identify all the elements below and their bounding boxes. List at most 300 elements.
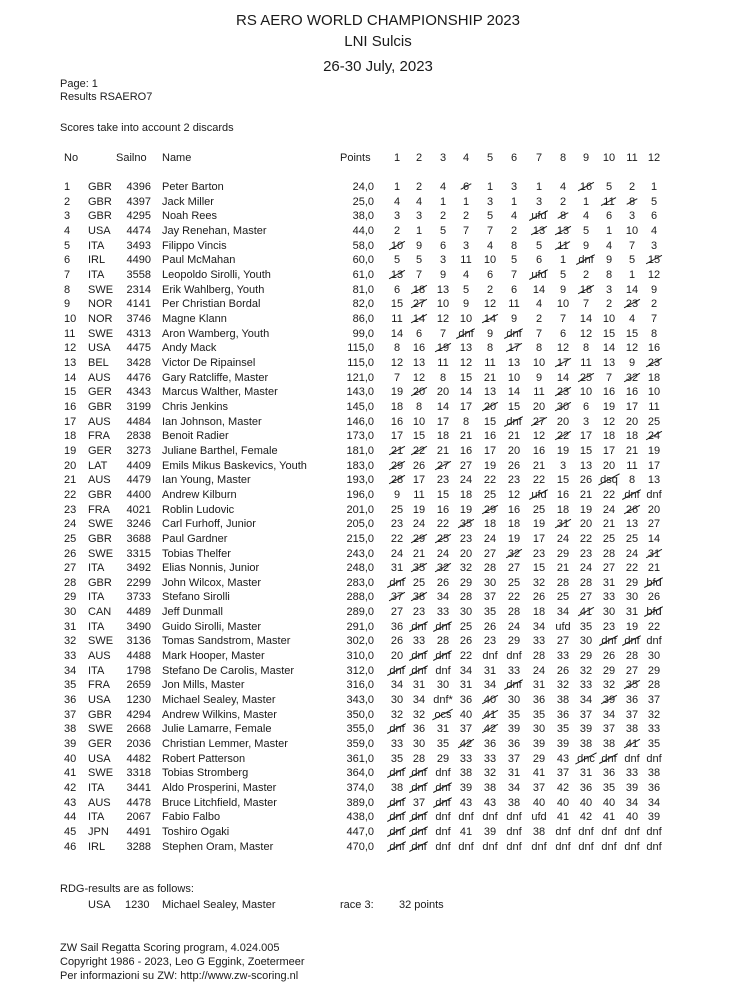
- col-header-no: No: [64, 152, 79, 164]
- table-row: [0, 400, 756, 414]
- score-value: 18: [507, 518, 521, 531]
- race-score: [639, 664, 669, 678]
- rank: 40: [64, 752, 77, 765]
- sail-number: 3558: [126, 268, 151, 281]
- sailor-name: Jon Mills, Master: [162, 679, 245, 692]
- event-dates: 26-30 July, 2023: [323, 58, 433, 75]
- score-value: 8: [486, 342, 494, 355]
- score-value: 6: [650, 210, 658, 223]
- sailor-name: Stephen Oram, Master: [162, 840, 274, 853]
- nation: AUS: [88, 650, 111, 663]
- table-row: [0, 605, 756, 619]
- score-value: 26: [556, 664, 570, 677]
- race-score: [639, 576, 669, 590]
- rank: 29: [64, 591, 77, 604]
- score-value: 1: [462, 195, 470, 208]
- discarded-score: 17: [507, 342, 521, 355]
- score-value: 15: [390, 298, 404, 311]
- score-value: 7: [486, 224, 494, 237]
- score-value: 15: [625, 327, 639, 340]
- rdg-points: 32 points: [399, 899, 444, 911]
- score-value: 5: [628, 254, 636, 267]
- race-score: [639, 781, 669, 795]
- total-points: 24,0: [352, 181, 374, 193]
- sailor-name: Carl Furhoff, Junior: [162, 518, 256, 531]
- score-value: 10: [625, 224, 639, 237]
- total-points: 115,0: [347, 342, 374, 355]
- score-value: 11: [533, 386, 545, 399]
- score-value: 16: [602, 386, 616, 399]
- score-value: 18: [483, 518, 497, 531]
- score-value: 23: [412, 606, 426, 619]
- nation: ITA: [88, 664, 105, 677]
- sail-number: 4478: [126, 796, 151, 809]
- score-value: 27: [507, 562, 521, 575]
- score-value: 14: [556, 371, 570, 384]
- score-value: 27: [556, 635, 570, 648]
- score-value: 13: [436, 283, 450, 296]
- score-value: 7: [415, 268, 423, 281]
- score-value: 25: [602, 532, 616, 545]
- score-value: 32: [459, 562, 473, 575]
- sailor-name: Bruce Litchfield, Master: [162, 796, 277, 809]
- score-value: 1: [628, 268, 636, 281]
- sailor-name: Victor De Ripainsel: [162, 356, 256, 369]
- results-table-header: [0, 151, 756, 165]
- sailor-name: Aldo Prosperini, Master: [162, 782, 277, 795]
- nation: SWE: [88, 723, 114, 736]
- nation: GBR: [88, 400, 112, 413]
- nation: ITA: [88, 591, 105, 604]
- score-value: 31: [602, 576, 616, 589]
- score-value: 7: [605, 371, 613, 384]
- discarded-score: 8: [628, 195, 636, 208]
- total-points: 389,0: [346, 796, 374, 809]
- sail-number: 1798: [126, 664, 151, 677]
- score-value: 27: [647, 518, 661, 531]
- score-value: 2: [628, 181, 636, 193]
- total-points: 173,0: [346, 430, 374, 443]
- discarded-score: 35: [625, 679, 639, 692]
- score-value: 37: [602, 723, 616, 736]
- score-value: 11: [648, 400, 660, 413]
- sail-number: 3199: [126, 400, 151, 413]
- score-value: 15: [459, 371, 473, 384]
- race-score: [639, 195, 669, 209]
- score-value: 42: [556, 782, 570, 795]
- sail-number: 4482: [126, 752, 151, 765]
- score-value: 34: [556, 606, 570, 619]
- score-value: dnf: [646, 752, 662, 765]
- score-value: 14: [436, 400, 450, 413]
- score-value: 2: [439, 210, 447, 223]
- table-row: [0, 766, 756, 780]
- score-value: 27: [483, 547, 497, 560]
- score-value: 5: [510, 254, 518, 267]
- score-value: 17: [459, 400, 473, 413]
- total-points: 374,0: [346, 782, 374, 795]
- score-value: 12: [483, 298, 497, 311]
- race-score: [639, 253, 669, 267]
- table-row: [0, 825, 756, 839]
- score-value: 2: [510, 224, 518, 237]
- score-value: 38: [507, 796, 521, 809]
- nation: SWE: [88, 327, 114, 340]
- score-value: 3: [650, 239, 658, 252]
- score-value: 37: [459, 723, 473, 736]
- page-number: Page: 1: [60, 78, 98, 90]
- total-points: 289,0: [346, 606, 374, 619]
- rdg-sailno: 1230: [125, 899, 150, 911]
- sailor-name: Aron Wamberg, Youth: [162, 327, 270, 340]
- score-value: 15: [602, 327, 616, 340]
- table-row: [0, 224, 756, 238]
- score-value: 7: [462, 224, 470, 237]
- col-header-race-10: 10: [602, 152, 616, 164]
- score-value: 12: [556, 342, 570, 355]
- score-value: 28: [602, 547, 616, 560]
- race-score: [639, 209, 669, 223]
- score-value: 12: [647, 268, 661, 281]
- total-points: 361,0: [346, 752, 374, 765]
- sailor-name: Juliane Barthel, Female: [162, 444, 278, 457]
- table-row: [0, 678, 756, 692]
- score-value: dnf: [555, 840, 571, 853]
- score-value: 22: [602, 488, 616, 501]
- sailor-name: Emils Mikus Baskevics, Youth: [162, 459, 307, 472]
- score-value: 29: [459, 576, 473, 589]
- score-value: 24: [532, 664, 546, 677]
- score-value: 3: [605, 283, 613, 296]
- total-points: 343,0: [346, 694, 374, 707]
- score-value: 11: [391, 312, 403, 325]
- rank: 15: [64, 386, 77, 399]
- total-points: 205,0: [346, 518, 374, 531]
- total-points: 248,0: [346, 562, 374, 575]
- score-value: 18: [647, 371, 661, 384]
- score-value: 24: [436, 547, 450, 560]
- rank: 36: [64, 694, 77, 707]
- sail-number: 2067: [126, 811, 151, 824]
- sailor-name: Toshiro Ogaki: [162, 826, 230, 839]
- score-value: 17: [390, 430, 404, 443]
- total-points: 215,0: [346, 532, 374, 545]
- rank: 9: [64, 298, 71, 311]
- score-value: 9: [650, 283, 658, 296]
- score-value: dnf: [646, 826, 662, 839]
- score-value: 21: [459, 430, 473, 443]
- discarded-score: 23: [556, 386, 570, 399]
- score-value: 36: [579, 782, 593, 795]
- discarded-score: 41: [625, 738, 639, 751]
- score-value: 4: [559, 181, 567, 193]
- nation: ITA: [88, 268, 105, 281]
- score-value: 37: [412, 796, 426, 809]
- sailor-name: Paul McMahan: [162, 254, 236, 267]
- score-value: 38: [579, 738, 593, 751]
- score-value: 39: [556, 738, 570, 751]
- score-value: 4: [415, 195, 423, 208]
- discarded-score: dnf: [435, 650, 451, 663]
- score-value: 28: [459, 591, 473, 604]
- race-score: [639, 503, 669, 517]
- score-value: 16: [436, 503, 450, 516]
- score-value: 9: [582, 239, 590, 252]
- score-value: dnf: [506, 826, 522, 839]
- discarded-score: 27: [412, 298, 426, 311]
- race-score: [639, 517, 669, 531]
- rank: 42: [64, 782, 77, 795]
- event-venue: LNI Sulcis: [344, 33, 412, 50]
- rank: 41: [64, 767, 77, 780]
- score-value: 8: [582, 342, 590, 355]
- score-value: 23: [602, 620, 616, 633]
- total-points: 243,0: [346, 547, 374, 560]
- rdg-title: RDG-results are as follows:: [60, 883, 194, 895]
- score-value: 24: [602, 503, 616, 516]
- score-value: 24: [625, 547, 639, 560]
- discarded-score: 32: [436, 562, 450, 575]
- discarded-score: dnf: [411, 840, 427, 853]
- discarded-score: 25: [579, 371, 593, 384]
- discarded-score: 29: [412, 532, 426, 545]
- score-value: 41: [602, 811, 616, 824]
- discarded-score: 28: [390, 474, 404, 487]
- score-value: 10: [532, 356, 546, 369]
- score-value: 21: [556, 562, 570, 575]
- rdg-name: Michael Sealey, Master: [162, 899, 276, 911]
- total-points: 283,0: [346, 576, 374, 589]
- score-value: 23: [390, 518, 404, 531]
- total-points: 193,0: [346, 474, 374, 487]
- total-points: 25,0: [352, 195, 374, 208]
- table-row: [0, 473, 756, 487]
- total-points: 359,0: [346, 738, 374, 751]
- score-value: 21: [647, 562, 661, 575]
- nation: USA: [88, 342, 111, 355]
- score-value: 13: [507, 356, 521, 369]
- nation: GBR: [88, 488, 112, 501]
- score-value: 7: [650, 312, 658, 325]
- rank: 39: [64, 738, 77, 751]
- score-value: 26: [436, 576, 450, 589]
- race-score: [639, 649, 669, 663]
- score-value: 16: [459, 444, 473, 457]
- sail-number: 4294: [126, 708, 151, 721]
- nation: NOR: [88, 312, 113, 325]
- sailor-name: Benoit Radier: [162, 430, 229, 443]
- score-value: 7: [439, 327, 447, 340]
- score-value: 8: [393, 342, 401, 355]
- footer-info: Per informazioni su ZW: http://www.zw-scoring.nl: [60, 970, 299, 982]
- table-row: [0, 561, 756, 575]
- table-row: [0, 444, 756, 458]
- score-value: 11: [437, 356, 449, 369]
- sail-number: 4484: [126, 415, 151, 428]
- score-value: 6: [605, 210, 613, 223]
- rank: 45: [64, 826, 77, 839]
- score-value: 11: [626, 459, 638, 472]
- sailor-name: Jeff Dunmall: [162, 606, 223, 619]
- table-row: [0, 708, 756, 722]
- discarded-score: 42: [459, 738, 473, 751]
- col-header-sailno: Sailno: [116, 152, 147, 164]
- score-value: 32: [556, 679, 570, 692]
- score-value: 18: [625, 430, 639, 443]
- discarded-score: dnf: [389, 840, 405, 853]
- total-points: 143,0: [346, 386, 374, 399]
- score-value: 34: [625, 796, 639, 809]
- sailor-name: Marcus Walther, Master: [162, 386, 278, 399]
- score-value: 3: [415, 210, 423, 223]
- score-value: 24: [483, 532, 497, 545]
- score-value: 33: [532, 635, 546, 648]
- score-value: 36: [602, 767, 616, 780]
- table-row: [0, 796, 756, 810]
- sailor-name: Chris Jenkins: [162, 400, 229, 413]
- score-value: 13: [602, 356, 616, 369]
- race-score: [639, 752, 669, 766]
- score-value: 32: [532, 576, 546, 589]
- discarded-score: 27: [532, 415, 546, 428]
- score-value: 15: [483, 415, 497, 428]
- nation: AUS: [88, 474, 111, 487]
- sail-number: 4475: [126, 342, 151, 355]
- table-row: [0, 385, 756, 399]
- total-points: 82,0: [352, 298, 374, 311]
- sail-number: 4400: [126, 488, 151, 501]
- score-value: 27: [602, 562, 616, 575]
- total-points: 115,0: [347, 356, 374, 369]
- race-score: [639, 180, 669, 194]
- discarded-score: dnf: [506, 415, 522, 428]
- nation: GBR: [88, 532, 112, 545]
- sailor-name: John Wilcox, Master: [162, 576, 262, 589]
- sailor-name: Tobias Stromberg: [162, 767, 249, 780]
- score-value: 15: [507, 400, 521, 413]
- score-value: 14: [647, 532, 661, 545]
- score-value: dnf: [646, 488, 662, 501]
- score-value: 37: [532, 782, 546, 795]
- score-value: 14: [579, 312, 593, 325]
- rank: 12: [64, 342, 77, 355]
- sail-number: 4343: [126, 386, 151, 399]
- score-value: 3: [535, 195, 543, 208]
- table-row: [0, 634, 756, 648]
- score-value: 23: [579, 547, 593, 560]
- score-value: 24: [390, 547, 404, 560]
- sailor-name: Michael Sealey, Master: [162, 694, 276, 707]
- score-value: 16: [483, 430, 497, 443]
- race-score: [639, 444, 669, 458]
- total-points: 121,0: [346, 371, 374, 384]
- score-value: 17: [647, 459, 661, 472]
- score-value: dnf: [624, 826, 640, 839]
- rank: 31: [64, 620, 77, 633]
- race-score: [639, 561, 669, 575]
- score-value: 12: [507, 488, 521, 501]
- score-value: 13: [483, 386, 497, 399]
- score-value: 28: [507, 606, 521, 619]
- discarded-score: 42: [483, 723, 497, 736]
- nation: GBR: [88, 708, 112, 721]
- score-value: 13: [412, 356, 426, 369]
- score-value: 2: [650, 298, 658, 311]
- score-value: 8: [628, 474, 636, 487]
- score-value: 36: [556, 708, 570, 721]
- score-value: 40: [625, 811, 639, 824]
- rank: 25: [64, 532, 77, 545]
- score-value: 28: [647, 679, 661, 692]
- nation: ITA: [88, 811, 105, 824]
- rank: 4: [64, 224, 71, 237]
- score-value: 13: [625, 518, 639, 531]
- score-value: 6: [486, 268, 494, 281]
- score-value: 23: [483, 635, 497, 648]
- score-value: dnf: [506, 811, 522, 824]
- score-value: 11: [580, 356, 592, 369]
- score-value: 35: [483, 606, 497, 619]
- rank: 11: [64, 327, 76, 340]
- discarded-score: 11: [603, 195, 615, 208]
- score-value: 28: [579, 576, 593, 589]
- score-value: 4: [650, 224, 658, 237]
- score-value: 27: [390, 606, 404, 619]
- score-value: 33: [412, 635, 426, 648]
- score-value: 36: [647, 782, 661, 795]
- score-value: 26: [602, 650, 616, 663]
- score-value: 9: [628, 356, 636, 369]
- score-value: 8: [510, 239, 518, 252]
- discarded-score: 39: [602, 694, 616, 707]
- discarded-score: ufd: [531, 210, 547, 223]
- score-value: dnf: [624, 840, 640, 853]
- score-value: 19: [647, 444, 661, 457]
- nation: IRL: [88, 254, 106, 267]
- score-value: 21: [579, 488, 593, 501]
- score-value: 33: [483, 752, 497, 765]
- score-value: 33: [602, 591, 616, 604]
- table-row: [0, 283, 756, 297]
- score-value: 8: [439, 371, 447, 384]
- score-value: 36: [412, 723, 426, 736]
- sailor-name: Magne Klann: [162, 312, 227, 325]
- discarded-score: bfd: [646, 576, 662, 589]
- discarded-score: 10: [390, 239, 404, 252]
- sailor-name: Noah Rees: [162, 210, 218, 223]
- score-value: 14: [507, 386, 521, 399]
- score-value: 10: [579, 386, 593, 399]
- discarded-score: 32: [625, 371, 639, 384]
- score-value: 30: [507, 694, 521, 707]
- score-value: 20: [647, 503, 661, 516]
- score-value: 30: [532, 723, 546, 736]
- discarded-score: 35: [412, 562, 426, 575]
- score-value: 18: [532, 606, 546, 619]
- sail-number: 4021: [126, 503, 151, 516]
- table-row: [0, 693, 756, 707]
- total-points: 316,0: [346, 679, 374, 692]
- score-value: 28: [625, 650, 639, 663]
- discarded-score: dnf: [624, 488, 640, 501]
- discarded-score: dnf: [389, 664, 405, 677]
- discarded-score: dnf: [601, 752, 617, 765]
- score-value: 35: [390, 752, 404, 765]
- score-value: 24: [459, 474, 473, 487]
- race-score: [639, 708, 669, 722]
- score-value: dnf: [482, 840, 498, 853]
- score-value: 16: [625, 386, 639, 399]
